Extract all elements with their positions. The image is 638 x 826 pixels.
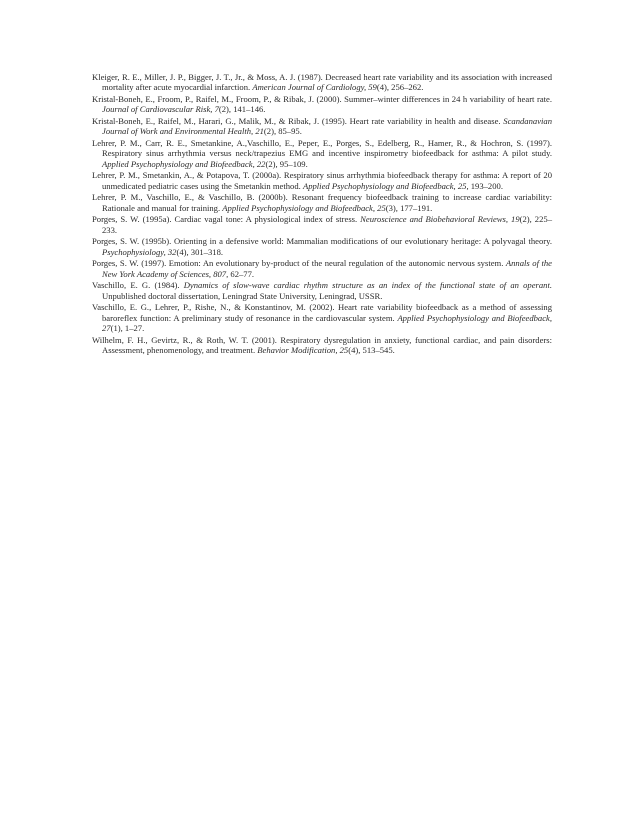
- reference-item: [92, 302, 552, 333]
- ref-text: Porges, S. W. (1995a). Cardiac vagal tone: A physiological index of stress.: [92, 214, 361, 225]
- reference-item: [92, 116, 552, 137]
- ref-pages: (2), 85–95.: [263, 126, 302, 137]
- ref-text: Kristal-Boneh, E., Raifel, M., Harari, G., Malik, M., & Ribak, J. (1995). Heart rate variability in health and disease.: [92, 116, 504, 126]
- ref-journal: Applied Psychophysiology and Biofeedback, 25: [222, 202, 386, 213]
- reference-item: [92, 94, 552, 115]
- ref-text: Kristal-Boneh, E., Froom, P., Raifel, M., Froom, P., & Ribak, J. (2000). Summer–winter differences in 24 h variability of heart rate.: [92, 94, 552, 104]
- reference-item: [92, 138, 552, 169]
- ref-journal: Applied Psychophysiology and Biofeedback, 27: [102, 312, 552, 334]
- ref-pages: (4), 301–318.: [176, 246, 224, 257]
- ref-text: Lehrer, P. M., Smetankin, A., & Potapova, T. (2000a). Respiratory sinus arrhythmia biofeedback therapy for asthma: A report of 20 unmedicated pediatric cases using the Smetankin method.: [92, 170, 552, 191]
- ref-pages: , 193–200.: [466, 180, 503, 191]
- reference-list: [92, 72, 552, 357]
- reference-item: [92, 258, 552, 279]
- reference-item: [92, 72, 552, 93]
- ref-pages: (2), 225–233.: [102, 214, 552, 235]
- reference-item: [92, 335, 552, 356]
- ref-journal: Applied Psychophysiology and Biofeedback, 22: [102, 158, 266, 169]
- ref-pages: (2), 141–146.: [218, 104, 266, 115]
- ref-text: Vaschillo, E. G. (1984).: [92, 280, 184, 291]
- ref-pages: (4), 256–262.: [376, 82, 424, 93]
- ref-text: Porges, S. W. (1995b). Orienting in a defensive world: Mammalian modifications of our evolutionary heritage: A polyvagal theory.: [92, 236, 552, 247]
- ref-pages: (4), 513–545.: [348, 345, 395, 356]
- ref-pages: (1), 1–27.: [110, 323, 145, 334]
- ref-journal: Behavior Modification, 25: [257, 345, 349, 356]
- reference-item: [92, 170, 552, 191]
- ref-text: Lehrer, P. M., Vaschillo, E., & Vaschillo, B. (2000b). Resonant frequency biofeedback training to increase cardiac variability: Rationale and manual for training.: [92, 192, 552, 213]
- ref-journal: Journal of Cardiovascular Risk, 7: [102, 104, 219, 115]
- ref-text: Porges, S. W. (1997). Emotion: An evolutionary by-product of the neural regulation of the autonomic nervous system.: [92, 258, 506, 269]
- ref-journal: Applied Psychophysiology and Biofeedback, 25: [302, 180, 467, 191]
- ref-text: Kleiger, R. E., Miller, J. P., Bigger, J. T., Jr., & Moss, A. J. (1987). Decreased heart rate variability and its association with increased mortality after acute myocardial infarction.: [92, 72, 552, 93]
- reference-item: [92, 236, 552, 257]
- reference-item: [92, 280, 552, 301]
- ref-journal: American Journal of Cardiology, 59: [252, 82, 377, 93]
- ref-pages: , 62–77.: [226, 268, 255, 279]
- ref-text: Wilhelm, F. H., Gevirtz, R., & Roth, W. T. (2001). Respiratory dysregulation in anxiety, functional cardiac, and pain disorders: Assessment, phenomenology, and treatment.: [92, 334, 552, 356]
- ref-text: Lehrer, P. M., Carr, R. E., Smetankine, A.,Vaschillo, E., Peper, E., Porges, S., Edelberg, R., Hamer, R., & Hochron, S. (1997). Respiratory sinus arrhythmia versus neck/trapezius EMG and incentive inspirometry biofeedback for asthma: A pilot study.: [92, 138, 552, 159]
- ref-journal: Psychophysiology, 32: [102, 246, 177, 257]
- ref-journal: Dynamics of slow-wave cardiac rhythm structure as an index of the functional state of an operant.: [183, 280, 552, 291]
- reference-item: [92, 214, 552, 235]
- ref-text: Vaschillo, E. G., Lehrer, P., Rishe, N., & Konstantinov, M. (2002). Heart rate variability biofeedback as a method of assessing baroreflex function: A preliminary study of resonance in the cardiovascular system.: [92, 302, 552, 323]
- ref-pages: (2), 95–109.: [265, 158, 308, 169]
- ref-journal: Neuroscience and Biobehavioral Reviews, 19: [360, 214, 520, 225]
- ref-journal: Annals of the New York Academy of Sciences, 807: [102, 258, 552, 279]
- ref-pages: (3), 177–191.: [385, 202, 433, 213]
- ref-journal: Scandanavian Journal of Work and Environmental Health, 21: [102, 116, 552, 137]
- reference-item: [92, 192, 552, 213]
- ref-pages: Unpublished doctoral dissertation, Leningrad State University, Leningrad, USSR.: [102, 290, 383, 301]
